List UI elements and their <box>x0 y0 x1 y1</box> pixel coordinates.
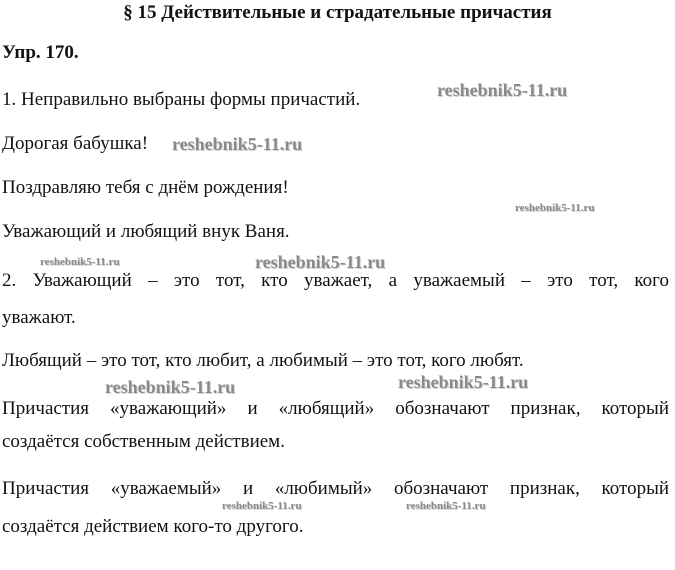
exercise-number: Упр. 170. <box>2 42 79 63</box>
watermark: reshebnik5-11.ru <box>172 134 303 154</box>
text-line-10: Причастия «уважаемый» и «любимый» обозначают признак, который <box>2 478 669 499</box>
watermark: reshebnik5-11.ru <box>398 372 529 392</box>
text-line-1: 1. Неправильно выбраны формы причастий. <box>2 89 361 110</box>
text-line-9: создаётся собственным действием. <box>2 431 285 452</box>
watermark: reshebnik5-11.ru <box>222 500 302 512</box>
text-line-6: уважают. <box>2 307 76 328</box>
text-line-5: 2. Уважающий – это тот, кто уважает, а уважаемый – это тот, кого <box>2 270 669 291</box>
watermark: reshebnik5-11.ru <box>406 500 486 512</box>
section-heading: § 15 Действительные и страдательные причастия <box>123 2 552 23</box>
text-line-4: Уважающий и любящий внук Ваня. <box>2 221 290 242</box>
watermark: reshebnik5-11.ru <box>255 252 386 272</box>
text-line-8: Причастия «уважающий» и «любящий» обозначают признак, который <box>2 398 669 419</box>
text-line-11: создаётся действием кого-то другого. <box>2 516 304 537</box>
text-line-7: Любящий – это тот, кто любит, а любимый – это тот, кого любят. <box>2 350 524 371</box>
text-line-2: Дорогая бабушка! <box>2 133 149 154</box>
watermark: reshebnik5-11.ru <box>105 377 236 397</box>
watermark: reshebnik5-11.ru <box>40 256 120 268</box>
watermark: reshebnik5-11.ru <box>437 80 568 100</box>
text-line-3: Поздравляю тебя с днём рождения! <box>2 177 289 198</box>
watermark: reshebnik5-11.ru <box>515 202 595 214</box>
